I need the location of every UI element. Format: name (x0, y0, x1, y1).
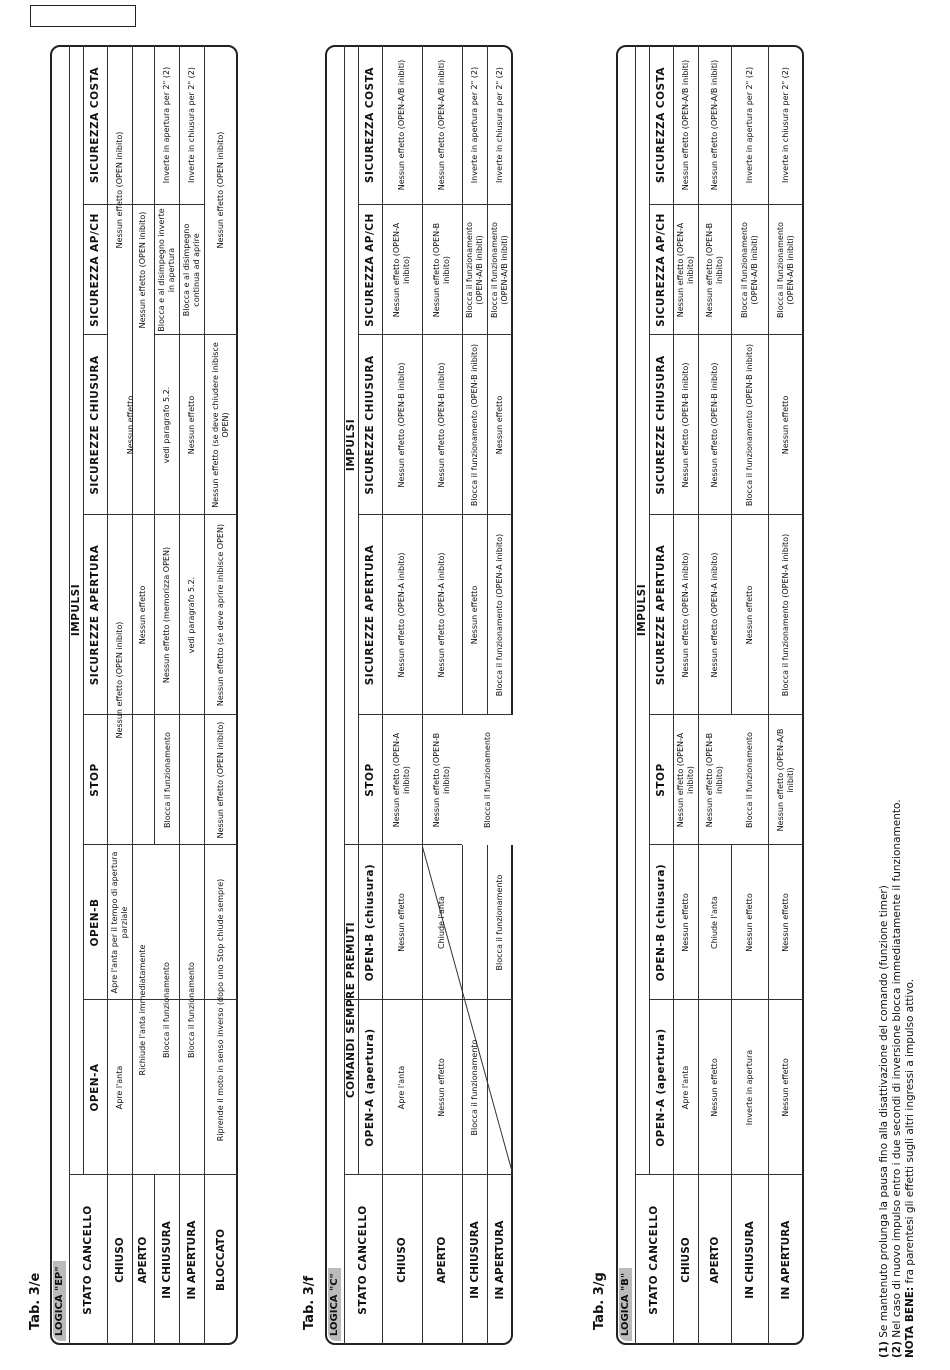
col-header-sic-apch: SICUREZZA AP/CH (364, 213, 376, 327)
row-in-chiusura: IN CHIUSURA (160, 1221, 173, 1299)
cell: Nessun effetto (OPEN-A inibito) (397, 552, 406, 678)
cell: Blocca il funzionamento (OPEN-A inibito) (495, 533, 504, 697)
cell: Nessun effetto (469, 585, 479, 645)
cell: Inverte in apertura (744, 1049, 754, 1126)
col-header-stato: STATO CANCELLO (648, 1205, 660, 1315)
cell: Nessun effetto (memorizza OPEN) (161, 546, 171, 684)
row-chiuso: CHIUSO (113, 1237, 126, 1283)
cell: Nessun effetto (OPEN-B inibito) (709, 362, 719, 488)
col-header-open-a: OPEN-A (apertura) (364, 1028, 376, 1147)
cell: Nessun effetto (OPEN-A/B inibiti) (680, 59, 690, 191)
cell: Nessun effetto (se deve aprire inibisce OPEN) (216, 523, 225, 707)
cell: Nessun effetto (781, 1058, 790, 1117)
tab-label-3f: Tab. 3/f (302, 1275, 317, 1330)
table-3e (50, 45, 238, 1345)
cell: Blocca il funzionamento (OPEN-A/B inibiti) (739, 222, 759, 318)
logic-badge: LOGICA "EP" (53, 1261, 66, 1341)
col-header-sic-apertura: SICUREZZE APERTURA (89, 544, 101, 686)
cell: Chiude l'anta (437, 896, 446, 949)
cell: Nessun effetto (OPEN-B inibito) (397, 362, 406, 488)
header-comandi: COMANDI SEMPRE PREMUTI (345, 921, 357, 1099)
cell: Apre l'anta (680, 1065, 690, 1110)
col-header-sic-apch: SICUREZZA AP/CH (655, 213, 667, 327)
cell: Blocca e al disimpegno continua ad aprire (181, 223, 201, 317)
col-header-sic-apch: SICUREZZA AP/CH (89, 213, 101, 327)
row-aperto: APERTO (137, 1236, 149, 1284)
cell: Blocca il funzionamento (OPEN-B inibito) (469, 343, 479, 507)
cell: Nessun effetto (744, 585, 754, 645)
cell: Apre l'anta (397, 1065, 406, 1110)
col-header-sic-costa: SICUREZZA COSTA (364, 66, 376, 184)
cell: Blocca il funzionamento (OPEN-A/B inibiti) (776, 222, 795, 318)
cell: Nessun effetto (680, 893, 690, 952)
cell: Blocca il funzionamento (469, 1039, 479, 1136)
row-in-apertura: IN APERTURA (494, 1220, 506, 1300)
footnote-1: (1) Se mantenuto prolunga la pausa fino alla disattivazione del comando (funzione timer) (878, 885, 890, 1358)
cell: Nessun effetto (OPEN-B inibito) (680, 362, 690, 488)
cell: Nessun effetto (781, 893, 790, 952)
cell: Nessun effetto (OPEN-A inibito) (680, 552, 690, 678)
cell: Nessun effetto (744, 893, 754, 952)
row-bloccato: BLOCCATO (215, 1228, 227, 1292)
cell: vedi paragrafo 5.2. (186, 576, 196, 654)
cell: Nessun effetto (138, 585, 147, 645)
cell: Nessun effetto (OPEN inibito) (138, 211, 147, 329)
cell: Blocca il funzionamento (186, 962, 196, 1058)
top-corner-box (30, 5, 136, 27)
col-header-sic-apertura: SICUREZZE APERTURA (364, 544, 376, 686)
cell: Nessun effetto (781, 395, 790, 455)
col-header-sic-chiusura: SICUREZZE CHIUSURA (364, 355, 376, 495)
col-header-stato: STATO CANCELLO (357, 1205, 369, 1315)
cell: Blocca il funzionamento (495, 874, 504, 971)
cell: Riprende il moto in senso inverso (dopo uno Stop chiude sempre) (216, 878, 225, 1142)
tab-label-3e: Tab. 3/e (28, 1272, 43, 1330)
cell: Blocca il funzionamento (163, 732, 172, 828)
cell: Inverte in apertura per 2" (2) (161, 66, 171, 184)
cell: Nessun effetto (OPEN inibito) (216, 721, 225, 839)
cell: Blocca il funzionamento (OPEN-A/B inibiti) (490, 222, 509, 318)
cell: Nessun effetto (OPEN-A inibito) (709, 552, 719, 678)
cell: Nessun effetto (OPEN inibito) (216, 131, 225, 249)
col-header-stop: STOP (364, 763, 376, 797)
cell: Blocca il funzionamento (161, 962, 171, 1058)
row-aperto: APERTO (436, 1236, 448, 1284)
cell: Nessun effetto (OPEN-A/B inibiti) (437, 59, 446, 191)
cell: Richiude l'anta immediatamente (138, 944, 147, 1076)
row-aperto: APERTO (708, 1236, 721, 1284)
tab-label-3g: Tab. 3/g (592, 1272, 607, 1330)
cell: Inverte in chiusura per 2" (2) (495, 66, 504, 184)
cell: Nessun effetto (se deve chiudere inibisce OPEN) (211, 342, 230, 508)
footnote-2: (2) Nel caso di nuovo impulso entro i due secondi di inversione blocca immediatamente il funzionamento. (891, 799, 903, 1358)
cell: Blocca il funzionamento (OPEN-B inibito) (744, 343, 754, 507)
cell: Inverte in apertura per 2" (2) (744, 66, 754, 184)
cell: Nessun effetto (OPEN-A/B inibiti) (709, 59, 719, 191)
cell: Nessun effetto (397, 893, 406, 952)
col-header-open-b: OPEN-B (chiusura) (364, 863, 376, 982)
col-header-open-a: OPEN-A (89, 1063, 101, 1112)
cell: Nessun effetto (OPEN-B inibito) (432, 222, 451, 318)
cell: Inverte in chiusura per 2" (2) (186, 66, 196, 184)
cell: Nessun effetto (OPEN-A inibito) (392, 732, 411, 828)
table-3f (325, 45, 513, 1345)
cell: Nessun effetto (OPEN-A/B inibiti) (397, 59, 406, 191)
cell: vedi paragrafo 5.2. (161, 386, 171, 464)
col-header-sic-apertura: SICUREZZE APERTURA (655, 544, 667, 686)
col-header-stato: STATO CANCELLO (82, 1205, 94, 1315)
col-header-stop: STOP (655, 763, 667, 797)
col-header-open-b: OPEN-B (chiusura) (655, 863, 667, 982)
cell: Nessun effetto (709, 1058, 719, 1117)
cell: Nessun effetto (OPEN inibito) (114, 621, 124, 739)
cell: Nessun effetto (OPEN-A inibito) (437, 552, 446, 678)
cell: Nessun effetto (OPEN-A inibito) (675, 732, 695, 828)
cell: Nessun effetto (125, 395, 135, 455)
header-impulsi: IMPULSI (70, 583, 82, 637)
cell: Nessun effetto (OPEN-B inibito) (704, 732, 724, 828)
row-in-chiusura: IN CHIUSURA (468, 1221, 481, 1299)
cell: Chiude l'anta (709, 896, 719, 949)
cell: Nessun effetto (OPEN-B inibito) (704, 222, 724, 318)
col-header-sic-costa: SICUREZZA COSTA (89, 66, 101, 184)
cell: Nessun effetto (OPEN-B inibito) (437, 362, 446, 488)
row-in-chiusura: IN CHIUSURA (743, 1221, 756, 1299)
row-in-apertura: IN APERTURA (185, 1220, 198, 1300)
header-impulsi: IMPULSI (636, 583, 648, 637)
cell: Apre l'anta per il tempo di apertura parziale (109, 851, 129, 994)
row-chiuso: CHIUSO (679, 1237, 692, 1283)
row-chiuso: CHIUSO (396, 1237, 408, 1283)
cell: Inverte in chiusura per 2" (2) (781, 66, 790, 184)
col-header-sic-costa: SICUREZZA COSTA (655, 66, 667, 184)
cell: Blocca il funzionamento (OPEN-A inibito) (781, 533, 790, 697)
header-impulsi: IMPULSI (345, 418, 357, 472)
cell: Nessun effetto (OPEN inibito) (114, 131, 124, 249)
cell: Blocca il funzionamento (OPEN-A/B inibiti) (464, 222, 484, 318)
col-header-sic-chiusura: SICUREZZE CHIUSURA (655, 355, 667, 495)
footnotes (878, 58, 917, 1358)
cell: Blocca il funzionamento (462, 715, 513, 845)
row-in-apertura: IN APERTURA (780, 1220, 792, 1300)
col-header-open-b: OPEN-B (89, 898, 101, 947)
logic-badge: LOGICA "C" (328, 1268, 341, 1341)
col-header-sic-chiusura: SICUREZZE CHIUSURA (89, 355, 101, 495)
cell: Blocca e al disimpegno inverte in apertura (156, 208, 176, 332)
cell: Nessun effetto (OPEN-A/B inibiti) (776, 728, 795, 832)
col-header-stop: STOP (89, 763, 101, 797)
cell: Nessun effetto (OPEN-A inibito) (675, 222, 695, 318)
cell: Nessun effetto (437, 1058, 446, 1117)
logic-badge: LOGICA "B" (619, 1268, 632, 1341)
cell: Nessun effetto (OPEN-B inibito) (432, 732, 451, 828)
cell: Blocca il funzionamento (744, 732, 754, 828)
table-3g (616, 45, 804, 1345)
cell: Nessun effetto (495, 395, 504, 455)
cell: Nessun effetto (OPEN-A inibito) (392, 222, 411, 318)
col-header-open-a: OPEN-A (apertura) (655, 1028, 667, 1147)
footnote-nota-bene: NOTA BENE: fra parentesi gli effetti sugli altri ingressi a impulso attivo. (904, 978, 916, 1358)
cell: Nessun effetto (186, 395, 196, 455)
cell: Apre l'anta (114, 1065, 124, 1110)
cell: Inverte in apertura per 2" (2) (469, 66, 479, 184)
